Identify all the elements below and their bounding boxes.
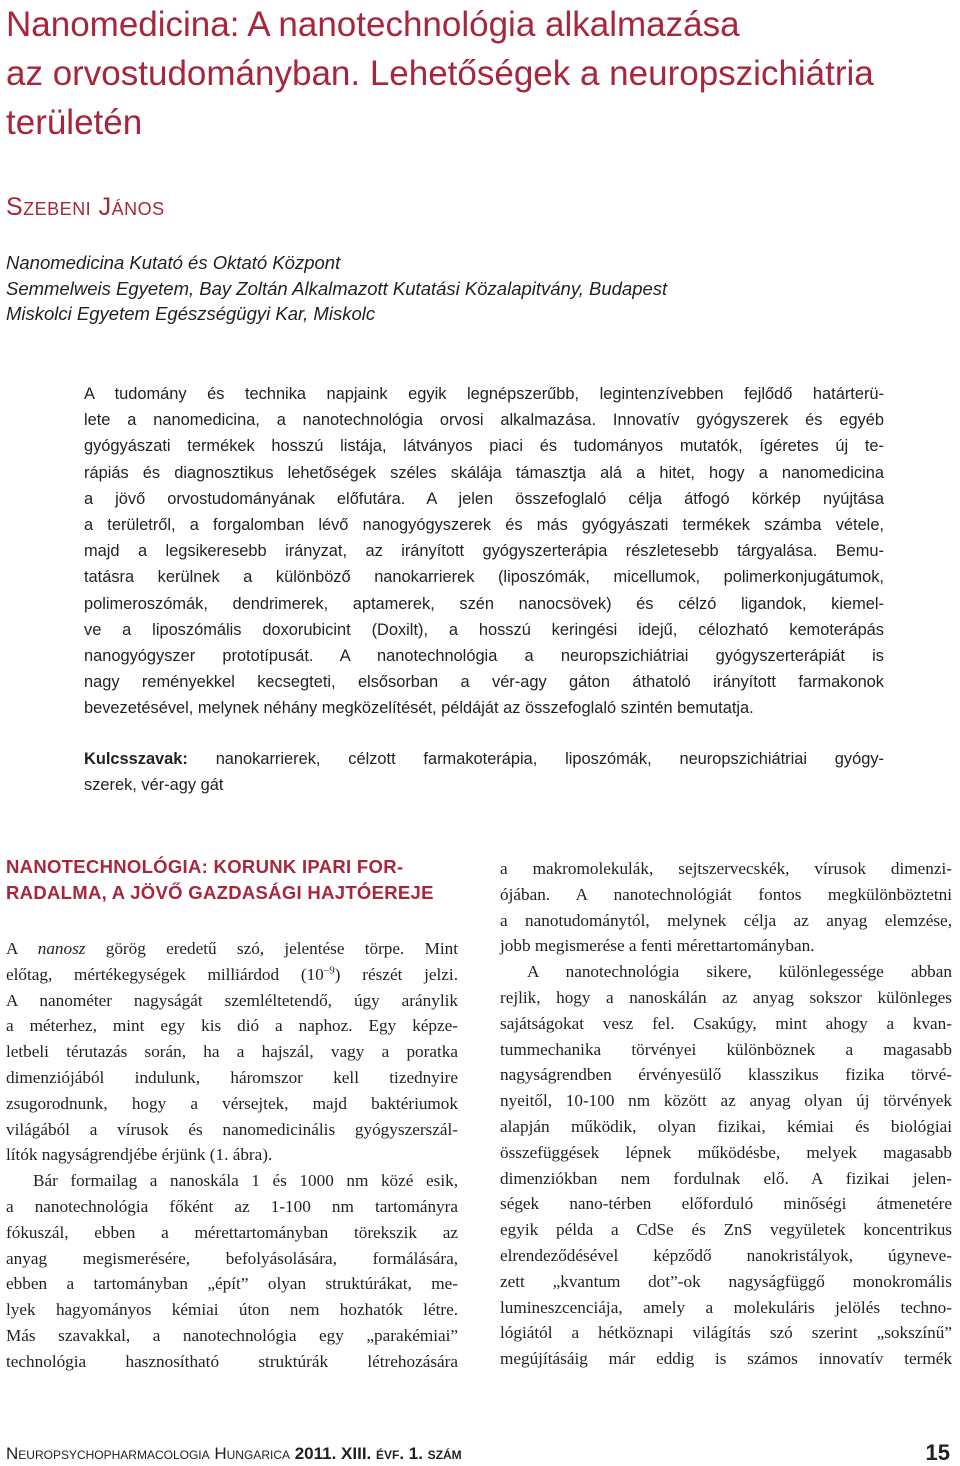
right-column-line: nyeitől, 10-100 nm között az anyag olyan új törvények — [500, 1091, 952, 1111]
right-column-line: dimenziókban nem fordulnak elő. A fizikai jelen- — [500, 1168, 952, 1188]
abstract-line: nagy reményekkel kecsegteti, elsősorban a vér-agy gáton áthatoló irányított farmakonok — [84, 673, 884, 692]
abstract-line: bevezetésével, melynek néhány megközelítését, példáját az összefoglaló szintén bemutatja. — [84, 699, 754, 718]
right-column-line: sajátságokat vesz fel. Csakúgy, mint ahogy a kvan- — [500, 1013, 952, 1033]
left-column-line — [6, 936, 458, 962]
abstract — [84, 381, 884, 722]
abstract-line: nanogyógyszer prototípusát. A nanotechnológia a neuropszichiátriai gyógyszerterápiát is — [84, 647, 884, 666]
left-column-line: a nanotechnológia főként az 1-100 nm tartományra — [6, 1196, 458, 1216]
left-column-line: letbeli térutazás során, ha a hajszál, vagy a poratka — [6, 1042, 458, 1062]
page-number: 15 — [925, 1440, 950, 1465]
keywords-text-1: nanokarrierek, célzott farmakoterápia, liposzómák, neuropszichiátriai gyógy- — [215, 750, 884, 768]
right-column-line: rejlik, hogy a nanoskálán az anyag sokszor különleges — [500, 987, 952, 1007]
right-column-line: ségek nano-térben előforduló minőségi átmenetére — [500, 1194, 952, 1214]
abstract-line: A tudomány és technika napjaink egyik legnépszerűbb, legintenzívebben fejlődő határterü- — [84, 385, 884, 403]
abstract-line: lete a nanomedicina, a nanotechnológia orvosi alkalmazása. Innovatív gyógyszerek és egyéb — [84, 411, 884, 430]
text-run: előtag, mértékegységek milliárdod (10 — [6, 964, 324, 984]
right-column-line: lógiától a hétköznapi világítás szó szerint „sokszínű” — [500, 1323, 952, 1343]
affiliation-line: Miskolci Egyetem Egészségügyi Kar, Miskolc — [6, 303, 376, 324]
abstract-line: majd a legsikeresebb irányzat, az irányított gyógyszerterápia részletesebb tárgyalása. Bemu- — [84, 542, 884, 561]
title-line-3: területén — [6, 103, 143, 142]
right-column-line: megújításáig már eddig is számos innovatív termék — [500, 1349, 952, 1369]
right-column-line: lumineszcenciája, amely a molekuláris jelölés techno- — [500, 1297, 952, 1317]
left-column-line: A nanométer nagyságát szemléltetendő, úgy aránylik — [6, 990, 458, 1010]
title-line-1: Nanomedicina: A nanotechnológia alkalmazása — [6, 5, 740, 44]
abstract-line: gyógyászati termékek hosszú listája, látványos piaci és tudományos mutatók, ígéretes új te- — [84, 437, 884, 456]
affiliation-line: Nanomedicina Kutató és Oktató Központ — [6, 252, 341, 273]
affiliation-line: Semmelweis Egyetem, Bay Zoltán Alkalmazott Kutatási Közalapitvány, Budapest — [6, 277, 668, 299]
left-column-line: Bár formailag a nanoskála 1 és 1000 nm közé esik, — [33, 1171, 458, 1191]
left-column-line — [6, 962, 458, 988]
left-column-line: Más szavakkal, a nanotechnológia egy „parakémiai” — [6, 1325, 458, 1345]
keywords-line-1 — [84, 746, 884, 772]
right-column-line: alapján működik, olyan fizikai, kémiai és biológiai — [500, 1116, 952, 1136]
title-line-2: az orvostudományban. Lehetőségek a neuropszichiátria — [6, 54, 874, 93]
left-column — [6, 936, 458, 1375]
text-run: görög eredetű szó, jelentése törpe. Mint — [85, 939, 458, 958]
right-column-line: jobb megismerése a fenti mérettartományban. — [500, 936, 815, 956]
keywords-line-2: szerek, vér-agy gát — [84, 776, 224, 795]
right-column-line: elrendeződésével képződő nanokristályok, úgyneve- — [500, 1245, 952, 1265]
article-title — [6, 0, 946, 147]
right-column-line: ójában. A nanotechnológiát fontos megkülönböztetni — [500, 884, 952, 904]
abstract-line: a területről, a forgalomban lévő nanogyógyszerek és más gyógyászati termékek számba vétele, — [84, 516, 884, 535]
right-column-line: a nanotudománytól, melynek célja az anyag elemzése, — [500, 910, 952, 930]
left-column-line: lyek hagyományos kémiai úton nem hozhatók létre. — [6, 1300, 458, 1320]
right-column-line: összefüggések lépnek működésbe, melyek magasabb — [500, 1142, 952, 1162]
left-column-line: dimenziójából indulunk, háromszor kell tizednyire — [6, 1067, 458, 1087]
left-column-line: technológia hasznosítható struktúrák létrehozására — [6, 1351, 458, 1371]
left-column-line: anyag megismerésére, befolyásolására, formálására, — [6, 1248, 458, 1268]
right-column-line: zett „kvantum dot”-ok nagyságfüggő monokromális — [500, 1271, 952, 1291]
author-name: Szebeni János — [6, 193, 165, 221]
text-run: ) részét jelzi. — [334, 964, 458, 984]
right-column — [500, 856, 952, 1372]
left-column-line: zsugorodnunk, hogy a vérsejtek, majd baktériumok — [6, 1093, 458, 1113]
right-column-line: tummechanika törvényei különböznek a magasabb — [500, 1039, 952, 1059]
left-column-line: világából a vírusok és nanomedicinális gyógyszerszál- — [6, 1119, 458, 1139]
abstract-line: rápiás és diagnosztikus lehetőségek széles skálája támasztja alá a hitet, hogy a nanomedicina — [84, 463, 884, 482]
right-column-line: egyik példa a CdSe és ZnS vegyületek koncentrikus — [500, 1220, 952, 1240]
left-column-line: lítók nagyságrendjébe érjünk (1. ábra). — [6, 1145, 273, 1165]
left-column-line: fókuszál, ebben a mérettartományban törekszik az — [6, 1222, 458, 1242]
left-column-line: a méterhez, mint egy kis dió a naphoz. Egy képze- — [6, 1016, 458, 1036]
emphasis-nanosz: nanosz — [37, 939, 86, 958]
footer-journal — [6, 1444, 462, 1464]
right-column-line: nagyságrendben érvényesülő klasszikus fizika törvé- — [500, 1065, 952, 1085]
abstract-line: ve a liposzómális doxorubicint (Doxilt), a hosszú keringési idejű, célozható kemoterápás — [84, 620, 884, 639]
journal-issue: 2011. XIII. évf. 1. szám — [294, 1444, 462, 1463]
keywords-label: Kulcsszavak: — [84, 750, 188, 768]
abstract-line: tatásra kerülnek a különböző nanokarrierek (liposzómák, micellumok, polimerkonjugátumok, — [84, 568, 884, 587]
abstract-line: a jövő orvostudományának előfutára. A jelen összefoglaló célja átfogó körkép nyújtása — [84, 489, 884, 508]
section-heading — [6, 854, 458, 906]
abstract-line: polimeroszómák, dendrimerek, aptamerek, szén nanocsövek) és célzó ligandok, kiemel- — [84, 594, 884, 613]
superscript: –9 — [323, 964, 335, 977]
left-column-line: ebben a tartományban „épít” olyan struktúrákat, me- — [6, 1274, 458, 1294]
right-column-line: a makromolekulák, sejtszervecskék, vírusok dimenzi- — [500, 859, 952, 878]
section-heading-line: NANOTECHNOLÓGIA: KORUNK IPARI FOR- — [6, 856, 404, 877]
keywords — [84, 746, 884, 798]
journal-name: Neuropsychopharmacologia Hungarica — [6, 1444, 290, 1463]
text-run: A — [6, 939, 38, 958]
right-column-line: A nanotechnológia sikere, különlegessége abban — [527, 962, 952, 982]
section-heading-line: RADALMA, A JÖVŐ GAZDASÁGI HAJTÓEREJE — [6, 882, 434, 903]
affiliations — [6, 250, 946, 327]
